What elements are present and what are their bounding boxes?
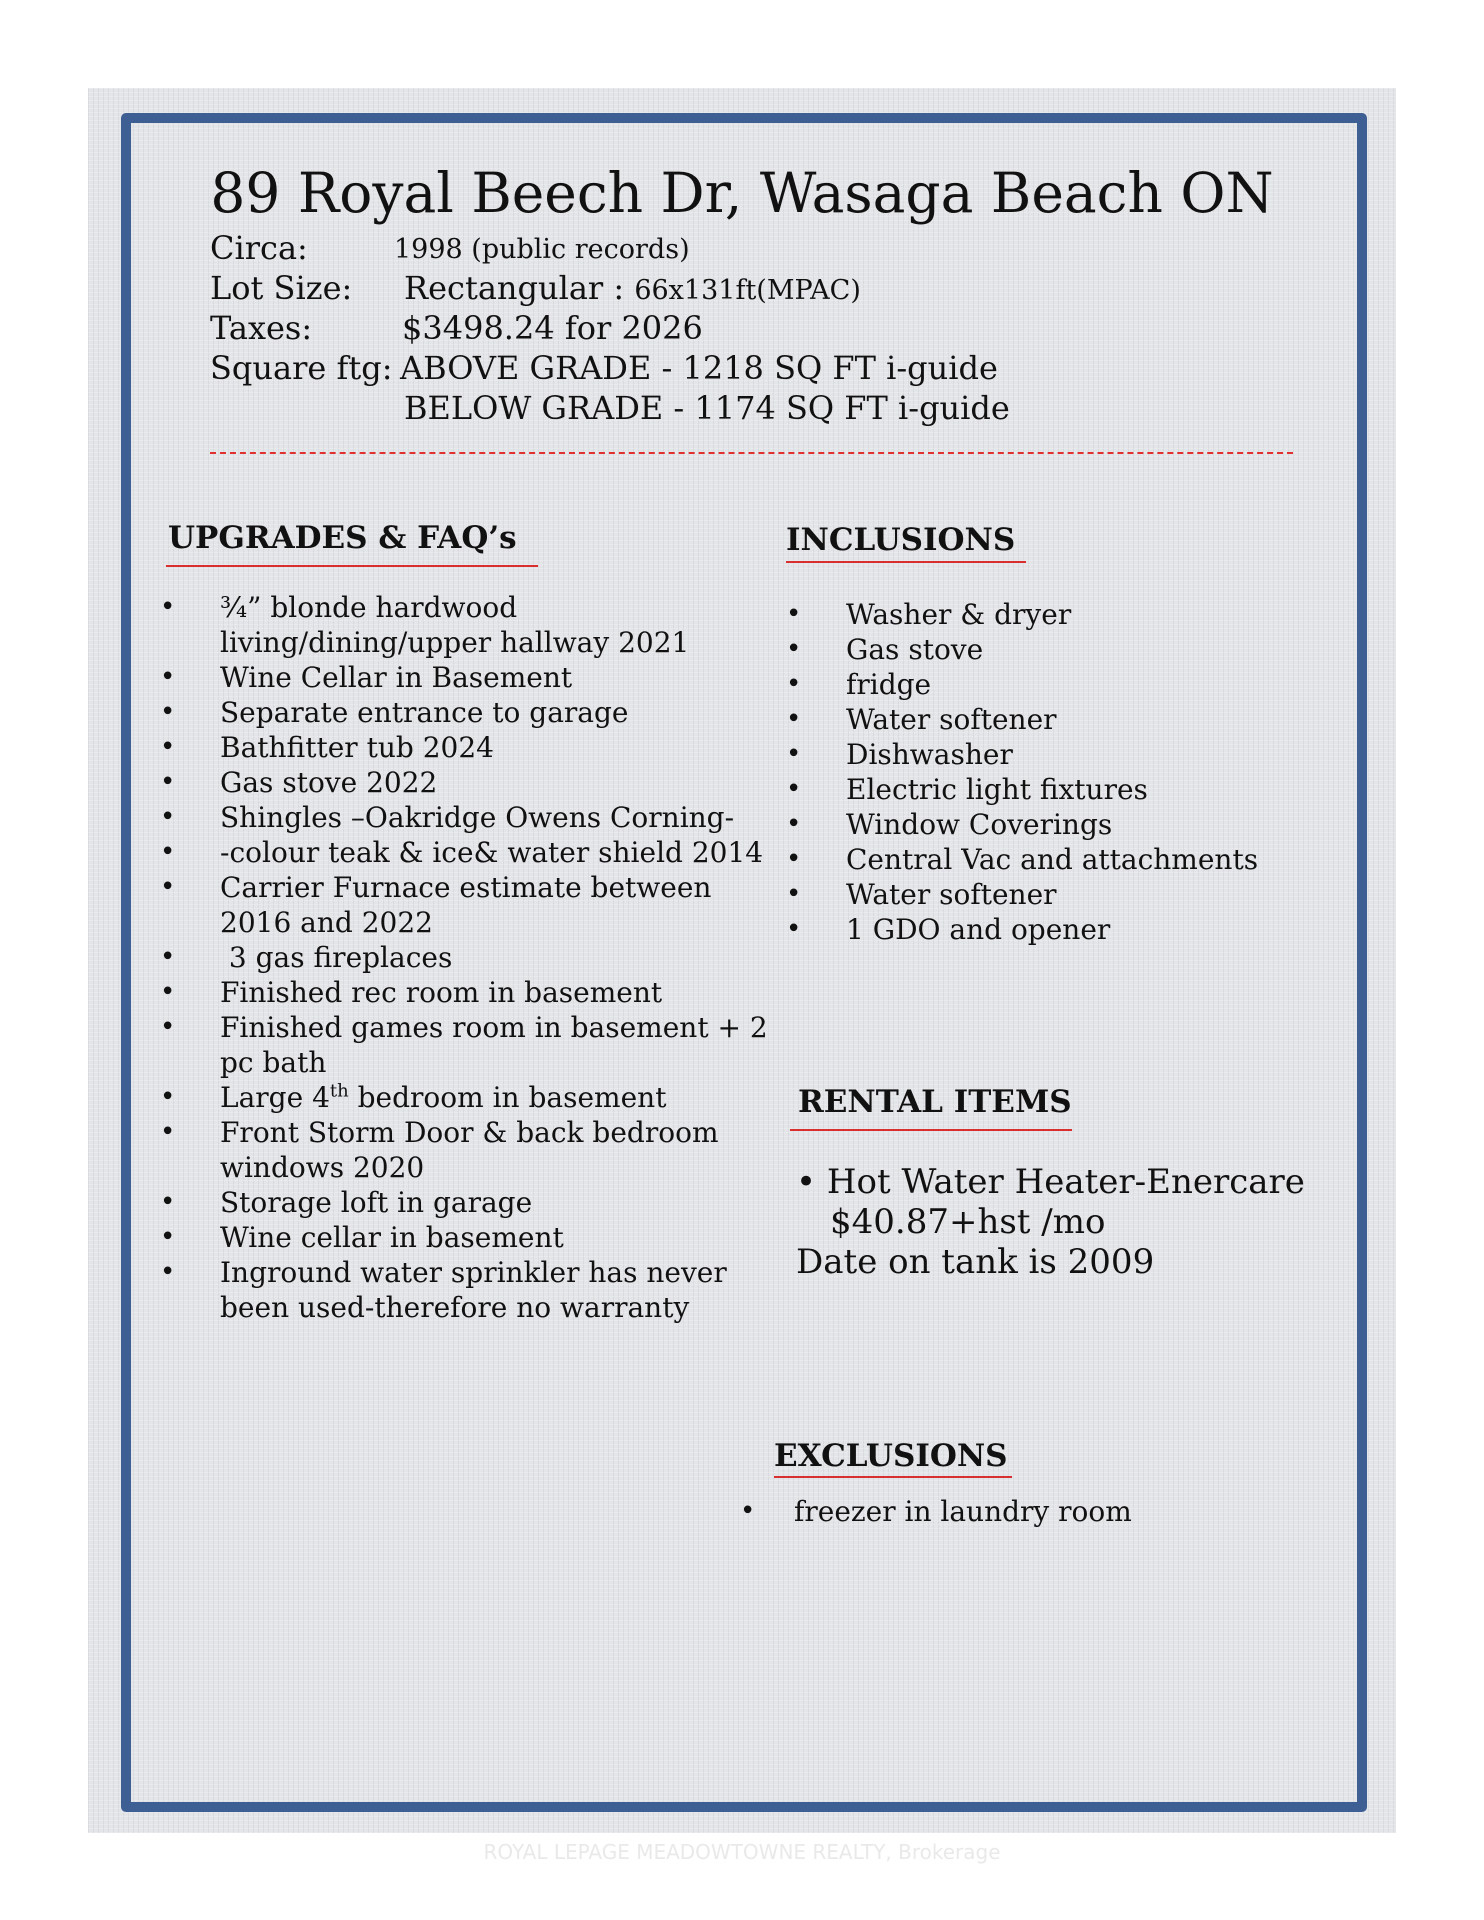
list-item: • -colour teak & ice& water shield 2014 xyxy=(160,835,768,870)
upgrades-heading-underline xyxy=(166,565,538,567)
list-item: • Shingles –Oakridge Owens Corning- xyxy=(160,800,768,835)
bullet-icon: • xyxy=(796,1162,817,1202)
taxes-label: Taxes: xyxy=(210,309,313,347)
rental-items-block xyxy=(796,1162,1305,1282)
circa-value: 1998 (public records) xyxy=(394,234,690,265)
below-grade-value: BELOW GRADE - 1174 SQ FT i-guide xyxy=(404,389,1010,427)
brokerage-footer: ROYAL LEPAGE MEADOWTOWNE REALTY, Brokerage xyxy=(483,1840,1001,1864)
list-item: • Finished rec room in basement xyxy=(160,975,768,1010)
square-footage-label: Square ftg: xyxy=(210,349,393,387)
list-item: • Water softener xyxy=(786,877,1258,912)
list-item: • Washer & dryer xyxy=(786,597,1258,632)
list-item: • Central Vac and attachments xyxy=(786,842,1258,877)
lot-dimensions: 66x131ft(MPAC) xyxy=(634,275,861,306)
rental-items-heading: RENTAL ITEMS xyxy=(798,1084,1072,1120)
list-item: • Window Coverings xyxy=(786,807,1258,842)
rental-item-price: $40.87+hst /mo xyxy=(830,1202,1106,1242)
list-item: • Large 4th bedroom in basement xyxy=(160,1080,768,1115)
property-address-title: 89 Royal Beech Dr, Wasaga Beach ON xyxy=(210,161,1274,225)
list-item: • Water softener xyxy=(786,702,1258,737)
list-item: • Storage loft in garage xyxy=(160,1185,768,1220)
list-item: • Electric light fixtures xyxy=(786,772,1258,807)
list-item: • Gas stove xyxy=(786,632,1258,667)
list-item: • Gas stove 2022 xyxy=(160,765,768,800)
list-item: • Wine Cellar in Basement xyxy=(160,660,768,695)
list-item: • 1 GDO and opener xyxy=(786,912,1258,947)
rental-item-line: • Hot Water Heater-Enercare xyxy=(796,1162,1305,1202)
red-dashed-divider xyxy=(210,452,1293,454)
exclusions-list xyxy=(740,1494,1132,1529)
inclusions-heading: INCLUSIONS xyxy=(786,522,1016,558)
rental-items-heading-underline xyxy=(790,1129,1072,1131)
upgrades-list xyxy=(160,590,768,1325)
exclusions-heading-underline xyxy=(774,1476,1012,1478)
list-item: • Wine cellar in basement xyxy=(160,1220,768,1255)
list-item: • ¾” blonde hardwood living/dining/upper hallway 2021 xyxy=(160,590,768,660)
list-item: • Dishwasher xyxy=(786,737,1258,772)
list-item: • Front Storm Door & back bedroom windows 2020 xyxy=(160,1115,768,1185)
inclusions-heading-underline xyxy=(786,561,1026,563)
list-item: • 3 gas fireplaces xyxy=(160,940,768,975)
taxes-value: $3498.24 for 2026 xyxy=(402,309,703,347)
list-item: • Carrier Furnace estimate between 2016 and 2022 xyxy=(160,870,768,940)
above-grade-value: ABOVE GRADE - 1218 SQ FT i-guide xyxy=(400,349,998,387)
exclusions-heading: EXCLUSIONS xyxy=(774,1438,1008,1474)
lot-size-label: Lot Size: xyxy=(210,269,353,307)
lot-shape: Rectangular : xyxy=(404,269,635,307)
list-item: • Separate entrance to garage xyxy=(160,695,768,730)
rental-tank-date: Date on tank is 2009 xyxy=(796,1242,1155,1282)
list-item: • Inground water sprinkler has never been used-therefore no warranty xyxy=(160,1255,768,1325)
list-item: • freezer in laundry room xyxy=(740,1494,1132,1529)
list-item: • fridge xyxy=(786,667,1258,702)
list-item: • Finished games room in basement + 2 pc bath xyxy=(160,1010,768,1080)
circa-label: Circa: xyxy=(210,229,308,267)
upgrades-heading: UPGRADES & FAQ’s xyxy=(168,520,517,556)
lot-size-value xyxy=(404,268,861,311)
inclusions-list xyxy=(786,597,1258,947)
list-item: • Bathfitter tub 2024 xyxy=(160,730,768,765)
